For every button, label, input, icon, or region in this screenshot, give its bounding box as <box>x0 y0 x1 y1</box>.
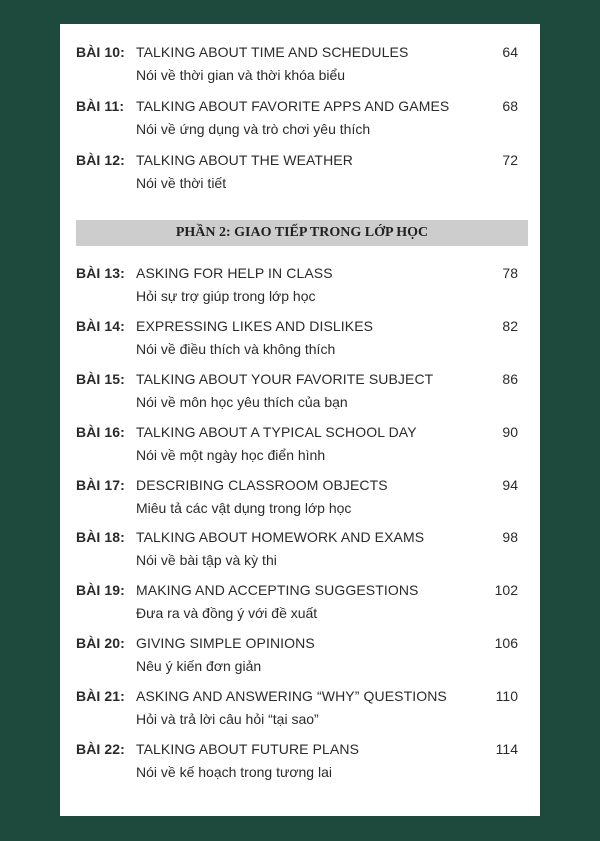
toc-entry <box>60 318 540 364</box>
lesson-subtitle: Miêu tả các vật dụng trong lớp học <box>136 500 352 516</box>
lesson-number: BÀI 18: <box>76 529 125 545</box>
lesson-subtitle: Nói về môn học yêu thích của bạn <box>136 394 348 410</box>
lesson-subtitle: Đưa ra và đồng ý với đề xuất <box>136 605 318 621</box>
lesson-title: TALKING ABOUT FUTURE PLANS <box>136 741 360 757</box>
page-number: 68 <box>502 98 518 114</box>
lesson-title: TALKING ABOUT THE WEATHER <box>136 152 353 168</box>
page-number: 94 <box>502 477 518 493</box>
lesson-title: TALKING ABOUT HOMEWORK AND EXAMS <box>136 529 425 545</box>
toc-entry <box>60 741 540 787</box>
page-number: 78 <box>502 265 518 281</box>
toc-entry <box>60 529 540 575</box>
lesson-title: DESCRIBING CLASSROOM OBJECTS <box>136 477 388 493</box>
lesson-number: BÀI 15: <box>76 371 125 387</box>
toc-entry <box>60 582 540 628</box>
lesson-subtitle: Nói về ứng dụng và trò chơi yêu thích <box>136 121 371 137</box>
lesson-subtitle: Hỏi và trả lời câu hỏi “tại sao” <box>136 711 319 727</box>
page-number: 114 <box>495 741 518 757</box>
lesson-number: BÀI 22: <box>76 741 125 757</box>
lesson-subtitle: Nói về bài tập và kỳ thi <box>136 552 277 568</box>
lesson-number: BÀI 12: <box>76 152 125 168</box>
document-page <box>60 24 540 816</box>
toc-entry <box>60 688 540 734</box>
lesson-number: BÀI 11: <box>76 98 125 114</box>
section-heading: PHẦN 2: GIAO TIẾP TRONG LỚP HỌC <box>76 220 528 246</box>
page-number: 102 <box>494 582 518 598</box>
toc-entry <box>60 424 540 470</box>
lesson-subtitle: Nói về kế hoạch trong tương lai <box>136 764 332 780</box>
lesson-title: TALKING ABOUT FAVORITE APPS AND GAMES <box>136 98 450 114</box>
lesson-subtitle: Nói về điều thích và không thích <box>136 341 336 357</box>
lesson-number: BÀI 20: <box>76 635 125 651</box>
lesson-number: BÀI 10: <box>76 44 125 60</box>
toc-entry <box>60 265 540 311</box>
lesson-number: BÀI 19: <box>76 582 125 598</box>
lesson-subtitle: Nói về thời gian và thời khóa biểu <box>136 67 346 83</box>
lesson-title: MAKING AND ACCEPTING SUGGESTIONS <box>136 582 419 598</box>
page-number: 98 <box>502 529 518 545</box>
page-number: 64 <box>502 44 518 60</box>
lesson-number: BÀI 21: <box>76 688 125 704</box>
lesson-subtitle: Nói về thời tiết <box>136 175 227 191</box>
page-number: 86 <box>502 371 518 387</box>
page-number: 90 <box>502 424 518 440</box>
toc-entry <box>60 477 540 523</box>
lesson-title: GIVING SIMPLE OPINIONS <box>136 635 315 651</box>
lesson-number: BÀI 14: <box>76 318 125 334</box>
lesson-title: EXPRESSING LIKES AND DISLIKES <box>136 318 374 334</box>
toc-entry <box>60 98 540 144</box>
lesson-number: BÀI 13: <box>76 265 125 281</box>
lesson-number: BÀI 17: <box>76 477 125 493</box>
toc-entry <box>60 152 540 198</box>
lesson-title: ASKING AND ANSWERING “WHY” QUESTIONS <box>136 688 447 704</box>
lesson-title: TALKING ABOUT YOUR FAVORITE SUBJECT <box>136 371 434 387</box>
lesson-subtitle: Nêu ý kiến đơn giản <box>136 658 262 674</box>
page-number: 72 <box>502 152 518 168</box>
page-number: 110 <box>495 688 518 704</box>
lesson-subtitle: Hỏi sự trợ giúp trong lớp học <box>136 288 316 304</box>
lesson-title: TALKING ABOUT TIME AND SCHEDULES <box>136 44 409 60</box>
lesson-number: BÀI 16: <box>76 424 125 440</box>
toc-entry <box>60 635 540 681</box>
lesson-subtitle: Nói về một ngày học điển hình <box>136 447 326 463</box>
toc-entry <box>60 371 540 417</box>
toc-entry <box>60 44 540 90</box>
page-number: 106 <box>494 635 518 651</box>
lesson-title: TALKING ABOUT A TYPICAL SCHOOL DAY <box>136 424 417 440</box>
page-number: 82 <box>502 318 518 334</box>
lesson-title: ASKING FOR HELP IN CLASS <box>136 265 333 281</box>
